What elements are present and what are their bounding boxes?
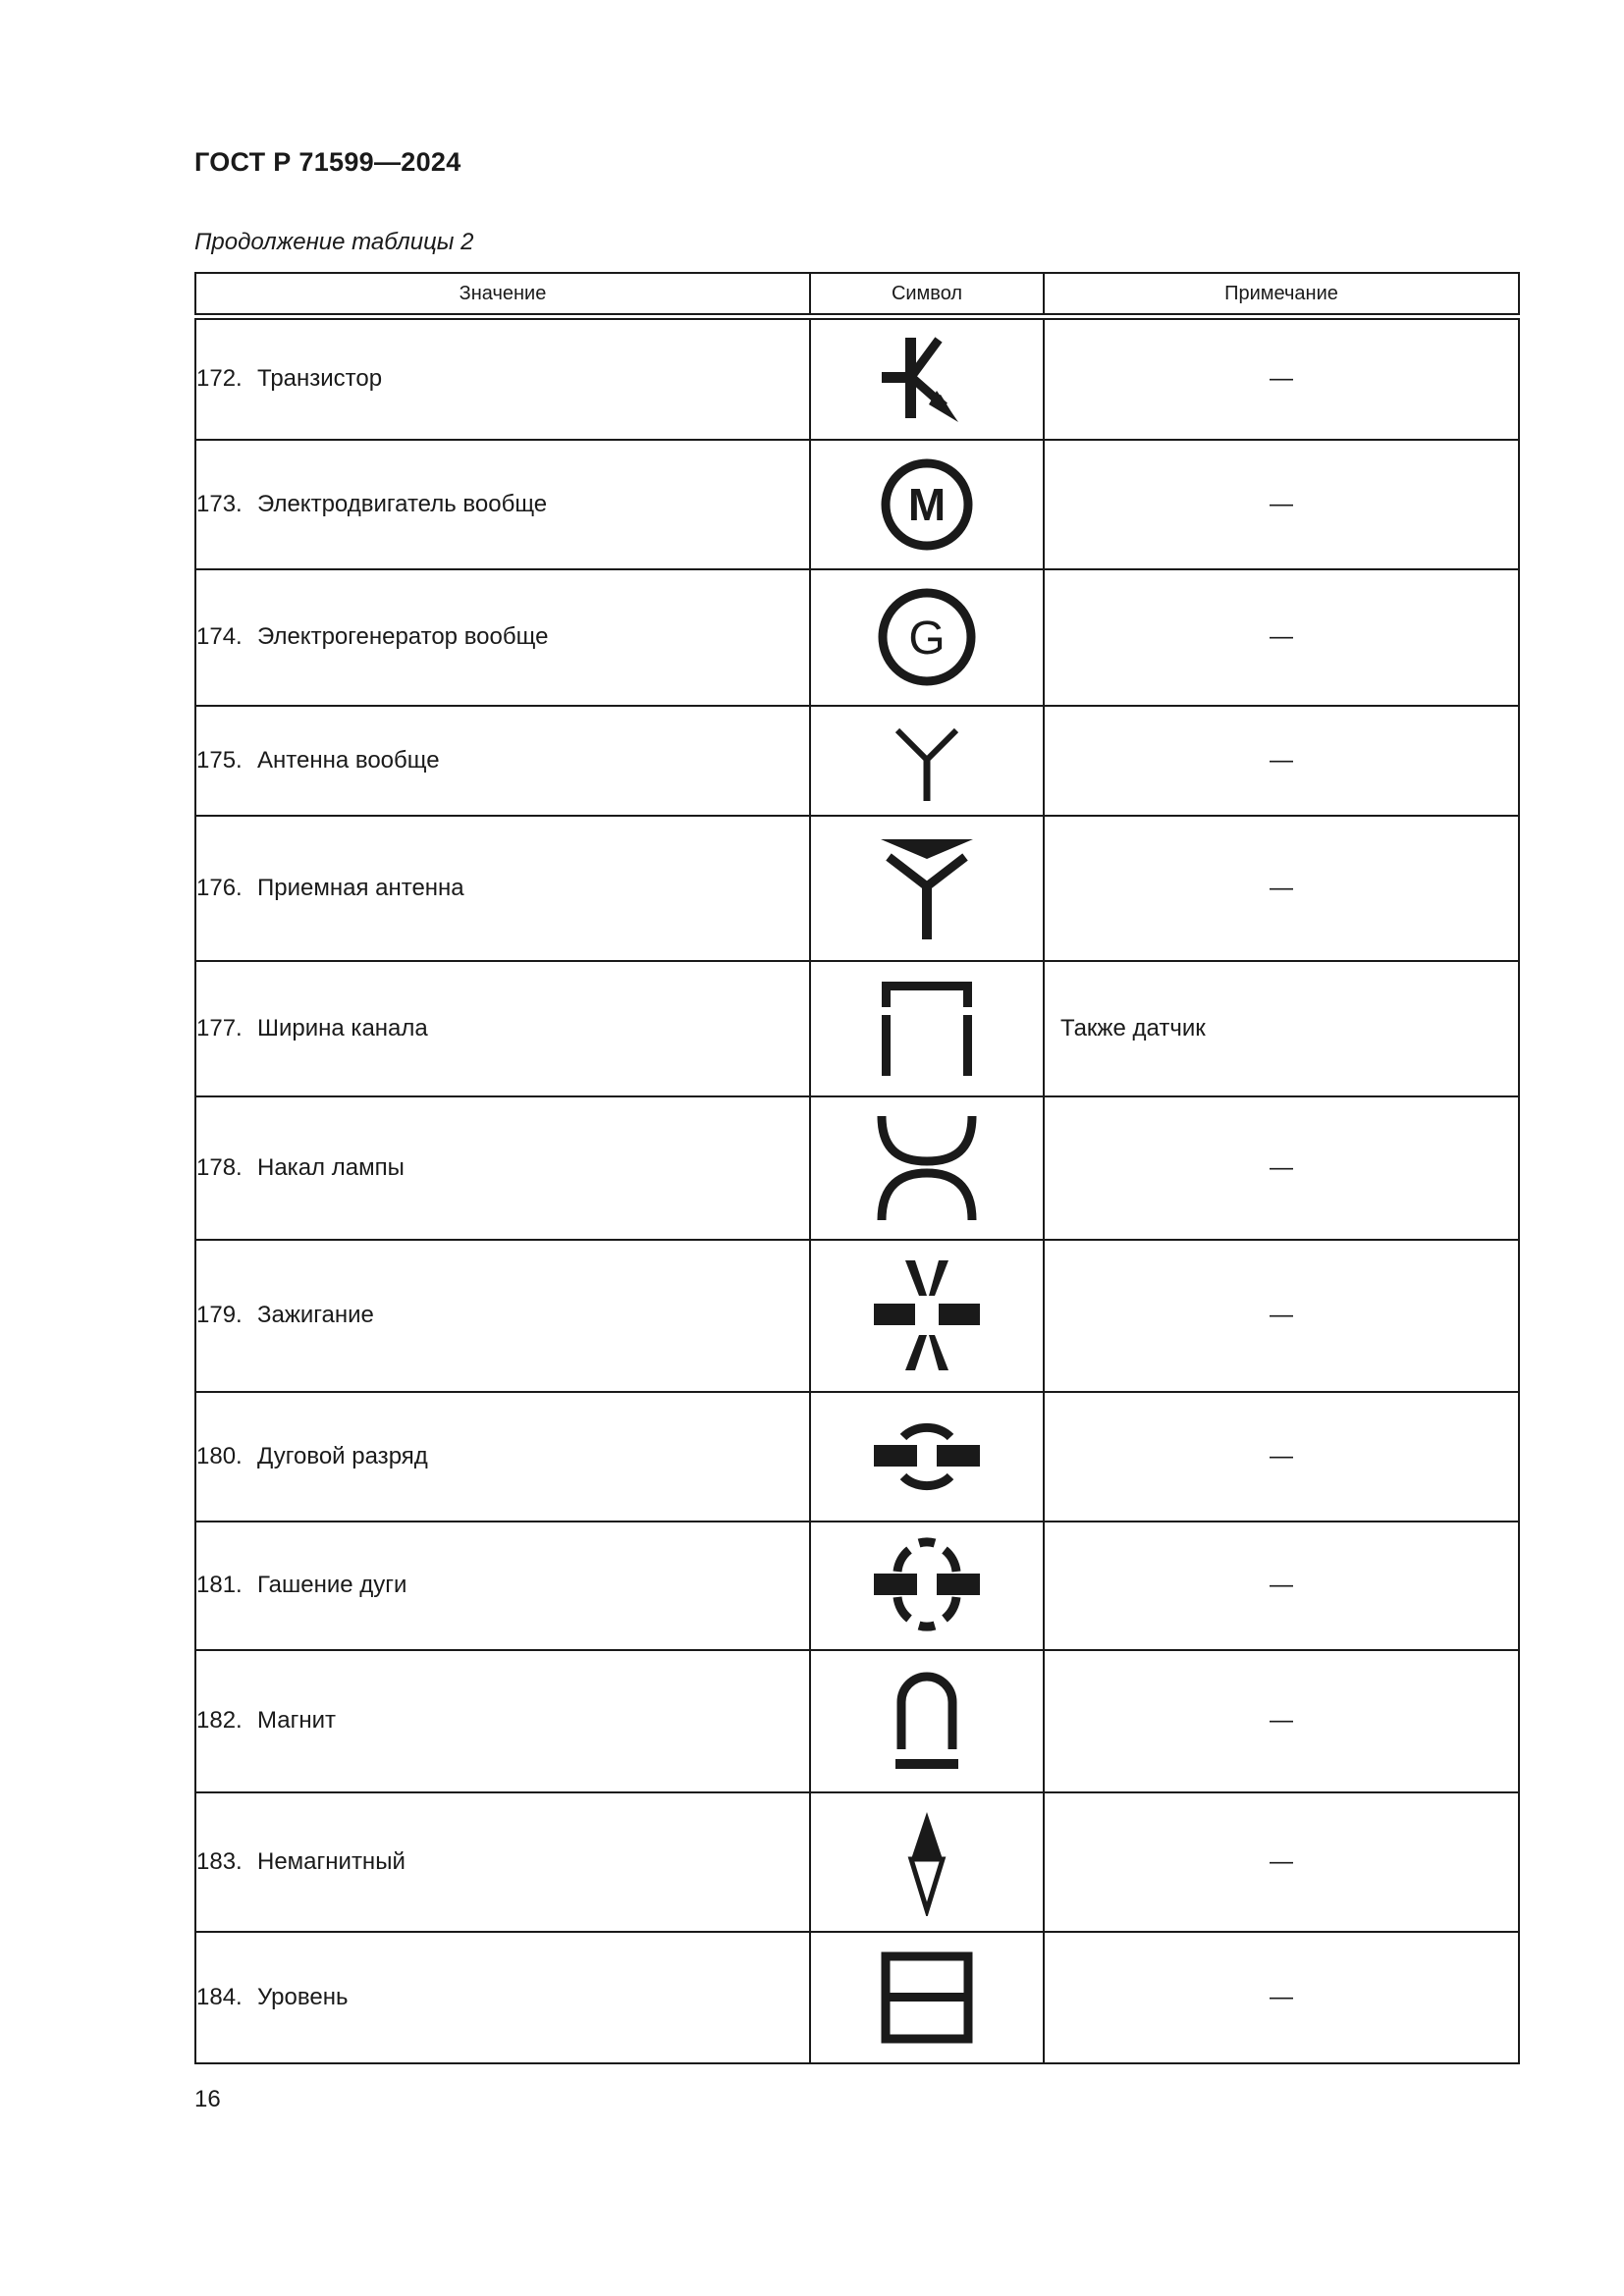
symbol-cell xyxy=(810,1392,1044,1522)
note-cell: — xyxy=(1044,1096,1519,1240)
note-cell: — xyxy=(1044,816,1519,961)
ignition-icon xyxy=(870,1256,984,1374)
symbol-cell xyxy=(810,1650,1044,1792)
page-number: 16 xyxy=(194,2086,221,2112)
symbol-cell xyxy=(810,440,1044,569)
meaning-cell xyxy=(195,1650,810,1792)
channel-width-icon xyxy=(876,978,978,1080)
row-number: 178. xyxy=(196,1153,243,1181)
meaning-text: Уровень xyxy=(257,1983,349,2010)
table-row xyxy=(195,1392,1519,1522)
table-row xyxy=(195,569,1519,706)
row-number: 184. xyxy=(196,1983,243,2010)
meaning-cell xyxy=(195,1240,810,1392)
meaning-text: Зажигание xyxy=(257,1302,374,1328)
symbols-table xyxy=(194,272,1520,2064)
column-header-note: Примечание xyxy=(1044,273,1519,317)
generator-letter: G xyxy=(908,613,946,665)
note-cell: — xyxy=(1044,1392,1519,1522)
table-row xyxy=(195,1650,1519,1792)
symbol-cell xyxy=(810,1522,1044,1650)
meaning-text: Дуговой разряд xyxy=(257,1442,428,1469)
row-number: 182. xyxy=(196,1707,243,1734)
meaning-cell xyxy=(195,961,810,1096)
document-header: ГОСТ Р 71599—2024 xyxy=(194,147,461,177)
symbol-cell xyxy=(810,1096,1044,1240)
lamp-filament-icon xyxy=(872,1112,982,1224)
table-row xyxy=(195,440,1519,569)
magnet-icon xyxy=(892,1667,962,1775)
symbol-cell xyxy=(810,816,1044,961)
note-cell: — xyxy=(1044,1650,1519,1792)
meaning-text: Транзистор xyxy=(257,365,383,393)
table-row xyxy=(195,706,1519,816)
note-cell: — xyxy=(1044,569,1519,706)
arc-extinguishing-icon xyxy=(870,1536,984,1634)
level-icon xyxy=(880,1950,974,2045)
meaning-cell xyxy=(195,440,810,569)
meaning-cell xyxy=(195,317,810,440)
table-row xyxy=(195,1932,1519,2063)
note-cell: — xyxy=(1044,1240,1519,1392)
table-row xyxy=(195,1096,1519,1240)
table-row xyxy=(195,961,1519,1096)
table-row xyxy=(195,1240,1519,1392)
row-number: 175. xyxy=(196,746,243,774)
note-cell: — xyxy=(1044,317,1519,440)
meaning-text: Антенна вообще xyxy=(257,746,440,774)
table-row xyxy=(195,816,1519,961)
row-number: 181. xyxy=(196,1572,243,1598)
meaning-text: Электрогенератор вообще xyxy=(257,623,549,650)
motor-letter: M xyxy=(907,478,947,530)
symbol-cell xyxy=(810,961,1044,1096)
column-header-symbol: Символ xyxy=(810,273,1044,317)
transistor-icon xyxy=(878,330,976,428)
symbol-cell xyxy=(810,1240,1044,1392)
table-caption: Продолжение таблицы 2 xyxy=(194,229,474,255)
note-cell: Также датчик xyxy=(1044,961,1519,1096)
meaning-text: Электродвигатель вообще xyxy=(257,490,548,517)
meaning-text: Приемная антенна xyxy=(257,874,464,901)
table-row xyxy=(195,1522,1519,1650)
electric-generator-icon xyxy=(875,585,979,689)
symbol-cell xyxy=(810,317,1044,440)
meaning-text: Ширина канала xyxy=(257,1014,428,1041)
note-cell: — xyxy=(1044,1932,1519,2063)
meaning-text: Магнит xyxy=(257,1707,337,1734)
meaning-cell xyxy=(195,1096,810,1240)
meaning-cell xyxy=(195,569,810,706)
symbol-cell xyxy=(810,569,1044,706)
note-cell: — xyxy=(1044,440,1519,569)
receiving-antenna-icon xyxy=(873,833,981,943)
row-number: 177. xyxy=(196,1014,243,1041)
note-cell: — xyxy=(1044,706,1519,816)
meaning-text: Накал лампы xyxy=(257,1153,405,1181)
row-number: 183. xyxy=(196,1847,243,1875)
table-row xyxy=(195,317,1519,440)
row-number: 179. xyxy=(196,1302,243,1328)
meaning-cell xyxy=(195,1392,810,1522)
note-cell: — xyxy=(1044,1792,1519,1932)
row-number: 172. xyxy=(196,365,243,393)
meaning-cell xyxy=(195,1792,810,1932)
row-number: 173. xyxy=(196,490,243,517)
row-number: 176. xyxy=(196,874,243,901)
non-magnetic-icon xyxy=(905,1808,948,1916)
electric-motor-icon xyxy=(878,455,976,554)
meaning-cell xyxy=(195,816,810,961)
symbol-cell xyxy=(810,1792,1044,1932)
arc-discharge-icon xyxy=(870,1410,984,1504)
note-cell: — xyxy=(1044,1522,1519,1650)
row-number: 174. xyxy=(196,623,243,650)
column-header-meaning: Значение xyxy=(195,273,810,317)
meaning-text: Гашение дуги xyxy=(257,1572,407,1598)
row-number: 180. xyxy=(196,1442,243,1469)
meaning-cell xyxy=(195,1932,810,2063)
table-row xyxy=(195,1792,1519,1932)
antenna-icon xyxy=(888,719,966,803)
table-header-row xyxy=(195,273,1519,317)
symbol-cell xyxy=(810,1932,1044,2063)
meaning-cell xyxy=(195,706,810,816)
meaning-cell xyxy=(195,1522,810,1650)
meaning-text: Немагнитный xyxy=(257,1847,406,1875)
symbol-cell xyxy=(810,706,1044,816)
